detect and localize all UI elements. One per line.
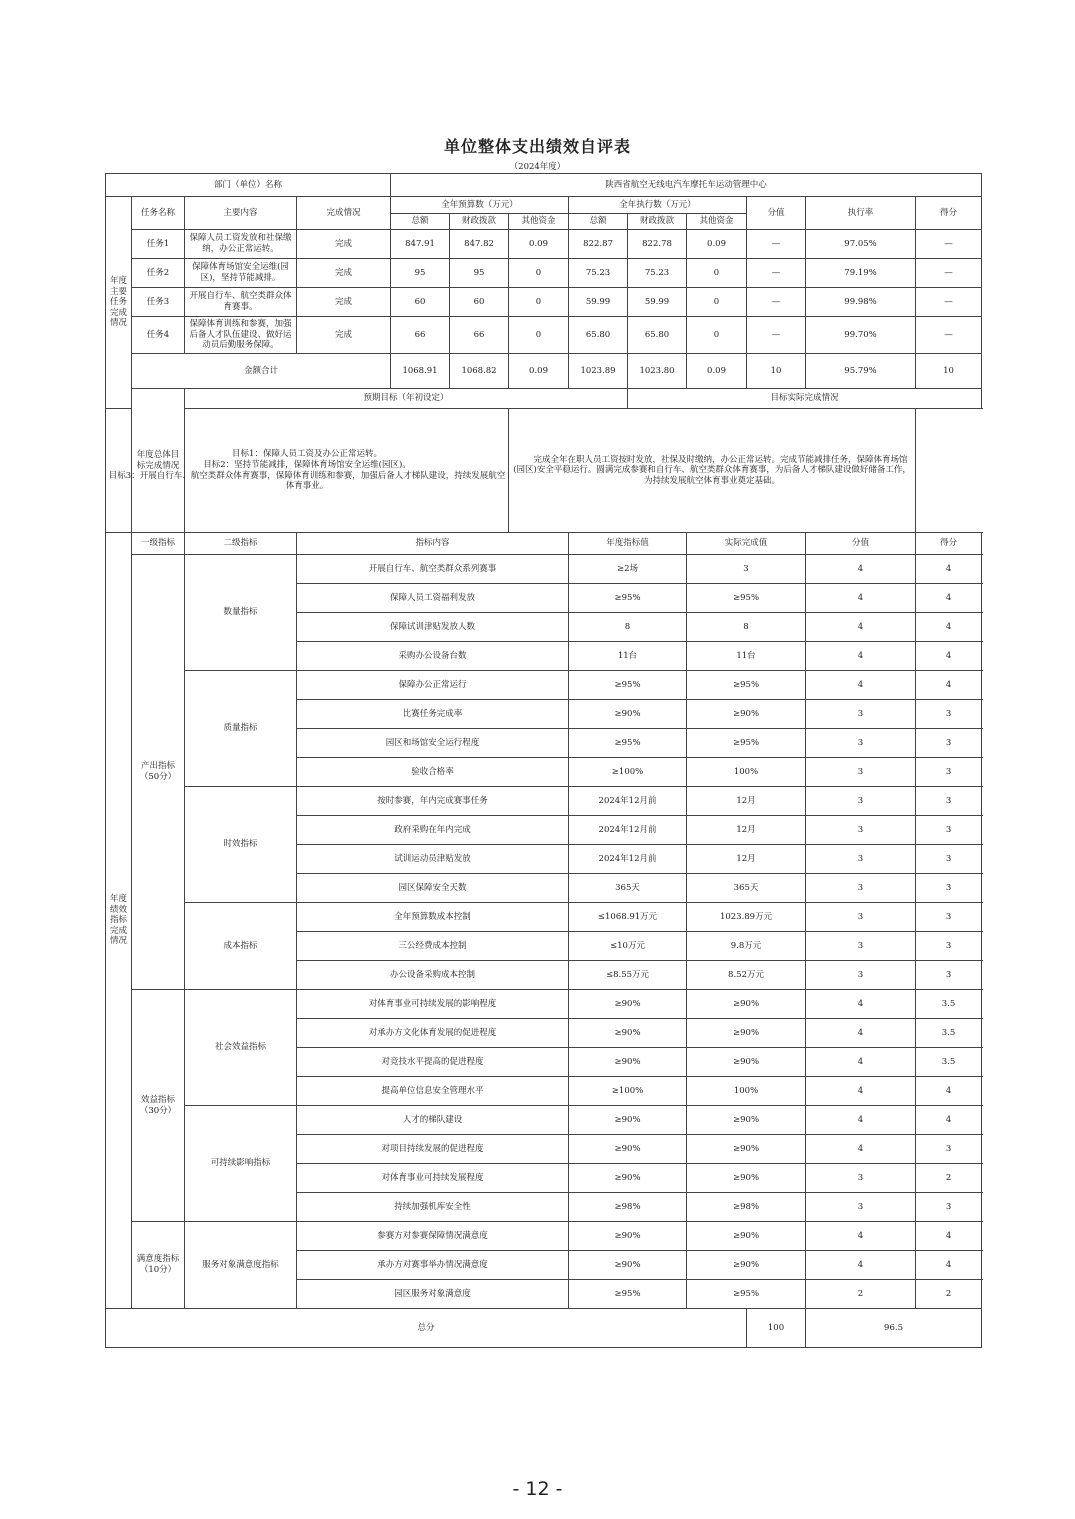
indicator-value: 4 <box>806 990 916 1019</box>
budget-other: 0 <box>509 259 569 288</box>
indicator-score: 3.5 <box>916 1019 982 1048</box>
indicator-level2: 可持续影响指标 <box>185 1106 297 1222</box>
indicator-target: 11台 <box>569 642 687 671</box>
indicator-target: ≤10万元 <box>569 932 687 961</box>
report-year: （2024年度） <box>509 162 566 172</box>
task-total-row <box>106 354 982 389</box>
budget-total-header: 总额 <box>391 214 450 230</box>
task-row <box>106 259 982 288</box>
indicator-score: 3 <box>916 932 982 961</box>
indicator-score: 3 <box>916 1193 982 1222</box>
grand-total-score: 96.5 <box>806 1309 982 1348</box>
goals-expected-label: 预期目标（年初设定） <box>185 389 628 409</box>
task-total-b-total: 1068.91 <box>391 354 450 389</box>
indicator-score: 4 <box>916 1222 982 1251</box>
indicator-actual: 12月 <box>687 787 806 816</box>
indicator-score: 3 <box>916 845 982 874</box>
indicator-content: 对体育事业可持续发展程度 <box>297 1164 569 1193</box>
indicator-actual: ≥95% <box>687 584 806 613</box>
indicator-target: ≥95% <box>569 584 687 613</box>
goal-item: 目标1：保障人员工资及办公正常运转。 <box>232 449 382 460</box>
indicator-actual: ≥90% <box>687 1164 806 1193</box>
indicator-value: 4 <box>806 671 916 700</box>
indicator-header-content: 指标内容 <box>297 533 569 555</box>
goal-item: 目标2：坚持节能减排，保障体育场馆安全运维(园区)。 <box>203 459 411 470</box>
task-total-b-other: 0.09 <box>509 354 569 389</box>
indicator-score: 3 <box>916 787 982 816</box>
exec-other: 0.09 <box>687 230 747 259</box>
indicator-score: 3 <box>916 816 982 845</box>
task-name: 任务4 <box>132 317 185 354</box>
indicator-target: ≤1068.91万元 <box>569 903 687 932</box>
indicator-level1: 产出指标（50分） <box>132 555 185 990</box>
indicator-content: 试训运动员津贴发放 <box>297 845 569 874</box>
task-header-budget: 全年预算数（万元） <box>391 197 569 214</box>
exec-total-header: 总额 <box>569 214 628 230</box>
task-name: 任务3 <box>132 288 185 317</box>
indicator-content: 全年预算数成本控制 <box>297 903 569 932</box>
indicator-value: 4 <box>806 1135 916 1164</box>
dept-value: 陕西省航空无线电汽车摩托车运动管理中心 <box>391 174 982 197</box>
exec-other-header: 其他资金 <box>687 214 747 230</box>
indicator-score: 2 <box>916 1280 982 1309</box>
indicator-score: 4 <box>916 584 982 613</box>
indicator-target: ≥90% <box>569 1106 687 1135</box>
indicator-actual: ≥90% <box>687 1251 806 1280</box>
section-label-tasks: 年度主要任务完成情况 <box>106 197 132 409</box>
indicator-target: ≥100% <box>569 1077 687 1106</box>
indicator-header-level2: 二级指标 <box>185 533 297 555</box>
task-total-e-fiscal: 1023.80 <box>628 354 687 389</box>
indicator-target: ≥90% <box>569 990 687 1019</box>
goals-content-row <box>106 409 982 533</box>
budget-total: 60 <box>391 288 450 317</box>
exec-total: 822.87 <box>569 230 628 259</box>
exec-other: 0 <box>687 317 747 354</box>
exec-total: 59.99 <box>569 288 628 317</box>
indicator-actual: 1023.89万元 <box>687 903 806 932</box>
task-rate: 99.98% <box>806 288 916 317</box>
task-status: 完成 <box>297 317 391 354</box>
indicator-actual: 12月 <box>687 816 806 845</box>
page-number: - 12 - <box>512 1478 563 1500</box>
exec-total: 75.23 <box>569 259 628 288</box>
indicator-header-row <box>106 533 982 555</box>
task-value: — <box>747 230 806 259</box>
indicator-score: 3.5 <box>916 990 982 1019</box>
task-header-exec: 全年执行数（万元） <box>569 197 747 214</box>
section-label-indicators: 年度绩效指标完成情况 <box>106 533 132 1309</box>
goals-actual-label: 目标实际完成情况 <box>628 389 982 409</box>
indicator-level1: 效益指标（30分） <box>132 990 185 1222</box>
indicator-score: 4 <box>916 613 982 642</box>
indicator-content: 采购办公设备台数 <box>297 642 569 671</box>
indicator-value: 3 <box>806 700 916 729</box>
indicator-actual: 12月 <box>687 845 806 874</box>
indicator-score: 3 <box>916 729 982 758</box>
task-score: — <box>916 230 982 259</box>
budget-fiscal: 66 <box>450 317 509 354</box>
indicator-value: 4 <box>806 1222 916 1251</box>
indicator-score: 4 <box>916 1106 982 1135</box>
grand-total-label: 总分 <box>106 1309 747 1348</box>
indicator-level2: 数量指标 <box>185 555 297 671</box>
indicator-content: 保障试训津贴发放人数 <box>297 613 569 642</box>
indicator-content: 保障办公正常运行 <box>297 671 569 700</box>
task-value: — <box>747 288 806 317</box>
section-label-goals: 年度总体目标完成情况 <box>132 389 185 533</box>
task-header-score: 得分 <box>916 197 982 230</box>
task-name: 任务1 <box>132 230 185 259</box>
indicator-target: 365天 <box>569 874 687 903</box>
indicator-value: 3 <box>806 932 916 961</box>
exec-fiscal-header: 财政拨款 <box>628 214 687 230</box>
indicator-score: 3 <box>916 758 982 787</box>
indicator-value: 4 <box>806 1077 916 1106</box>
indicator-value: 3 <box>806 961 916 990</box>
task-rate: 79.19% <box>806 259 916 288</box>
task-header-name: 任务名称 <box>132 197 185 230</box>
exec-fiscal: 822.78 <box>628 230 687 259</box>
indicator-content: 三公经费成本控制 <box>297 932 569 961</box>
task-total-rate: 95.79% <box>806 354 916 389</box>
indicator-level1: 满意度指标（10分） <box>132 1222 185 1309</box>
budget-fiscal: 60 <box>450 288 509 317</box>
exec-fiscal: 75.23 <box>628 259 687 288</box>
indicator-row <box>106 555 982 584</box>
indicator-actual: 100% <box>687 758 806 787</box>
indicator-target: ≥90% <box>569 1135 687 1164</box>
indicator-actual: ≥90% <box>687 990 806 1019</box>
indicator-actual: ≥95% <box>687 671 806 700</box>
performance-table <box>105 173 982 1348</box>
indicator-score: 3 <box>916 903 982 932</box>
indicator-value: 4 <box>806 1019 916 1048</box>
indicator-value: 3 <box>806 729 916 758</box>
grand-total-row <box>106 1309 982 1348</box>
indicator-level2: 成本指标 <box>185 903 297 990</box>
goals-expected <box>106 409 509 533</box>
indicator-score: 4 <box>916 555 982 584</box>
indicator-actual: ≥95% <box>687 729 806 758</box>
indicator-value: 4 <box>806 613 916 642</box>
task-header-value: 分值 <box>747 197 806 230</box>
indicator-score: 4 <box>916 1077 982 1106</box>
indicator-value: 3 <box>806 1193 916 1222</box>
task-total-e-total: 1023.89 <box>569 354 628 389</box>
task-rate: 99.70% <box>806 317 916 354</box>
indicator-score: 3.5 <box>916 1048 982 1077</box>
exec-fiscal: 59.99 <box>628 288 687 317</box>
task-total-e-other: 0.09 <box>687 354 747 389</box>
indicator-actual: ≥90% <box>687 1048 806 1077</box>
indicator-content: 开展自行车、航空类群众系列赛事 <box>297 555 569 584</box>
indicator-content: 参赛方对参赛保障情况满意度 <box>297 1222 569 1251</box>
indicator-score: 3 <box>916 1135 982 1164</box>
task-header-content: 主要内容 <box>185 197 297 230</box>
indicator-value: 3 <box>806 816 916 845</box>
goals-header-row <box>106 389 982 409</box>
indicator-score: 2 <box>916 1164 982 1193</box>
task-score: — <box>916 288 982 317</box>
indicator-content: 对竞技水平提高的促进程度 <box>297 1048 569 1077</box>
dept-label: 部门（单位）名称 <box>106 174 391 197</box>
indicator-row <box>106 990 982 1019</box>
indicator-row <box>106 671 982 700</box>
indicator-target: ≥90% <box>569 1251 687 1280</box>
budget-other-header: 其他资金 <box>509 214 569 230</box>
indicator-content: 园区保障安全天数 <box>297 874 569 903</box>
indicator-content: 承办方对赛事举办情况满意度 <box>297 1251 569 1280</box>
indicator-content: 办公设备采购成本控制 <box>297 961 569 990</box>
indicator-value: 4 <box>806 584 916 613</box>
task-total-label: 金额合计 <box>132 354 391 389</box>
indicator-actual: 9.8万元 <box>687 932 806 961</box>
indicator-content: 对承办方文化体育发展的促进程度 <box>297 1019 569 1048</box>
task-status: 完成 <box>297 288 391 317</box>
indicator-header-actual: 实际完成值 <box>687 533 806 555</box>
indicator-actual: 8 <box>687 613 806 642</box>
budget-other: 0.09 <box>509 230 569 259</box>
budget-total: 66 <box>391 317 450 354</box>
indicator-content: 人才的梯队建设 <box>297 1106 569 1135</box>
indicator-target: ≥90% <box>569 1019 687 1048</box>
task-rate: 97.05% <box>806 230 916 259</box>
budget-total: 847.91 <box>391 230 450 259</box>
grand-total-value: 100 <box>747 1309 806 1348</box>
indicator-value: 3 <box>806 903 916 932</box>
indicator-row <box>106 787 982 816</box>
task-header-rate: 执行率 <box>806 197 916 230</box>
indicator-target: ≥95% <box>569 729 687 758</box>
indicator-target: 2024年12月前 <box>569 816 687 845</box>
task-content: 保障体育训练和参赛，加强后备人才队伍建设、做好运动员后勤服务保障。 <box>185 317 297 354</box>
task-total-b-fiscal: 1068.82 <box>450 354 509 389</box>
task-header-status: 完成情况 <box>297 197 391 230</box>
indicator-content: 比赛任务完成率 <box>297 700 569 729</box>
task-status: 完成 <box>297 230 391 259</box>
indicator-actual: ≥90% <box>687 1135 806 1164</box>
indicator-content: 对体育事业可持续发展的影响程度 <box>297 990 569 1019</box>
indicator-level2: 社会效益指标 <box>185 990 297 1106</box>
exec-other: 0 <box>687 288 747 317</box>
task-score: — <box>916 317 982 354</box>
indicator-target: ≤8.55万元 <box>569 961 687 990</box>
indicator-value: 2 <box>806 1280 916 1309</box>
indicator-header-target: 年度指标值 <box>569 533 687 555</box>
indicator-target: ≥90% <box>569 1164 687 1193</box>
indicator-actual: ≥98% <box>687 1193 806 1222</box>
indicator-target: ≥95% <box>569 671 687 700</box>
indicator-score: 4 <box>916 1251 982 1280</box>
indicator-target: 8 <box>569 613 687 642</box>
indicator-content: 持续加强机库安全性 <box>297 1193 569 1222</box>
task-name: 任务2 <box>132 259 185 288</box>
task-value: — <box>747 317 806 354</box>
indicator-actual: 8.52万元 <box>687 961 806 990</box>
indicator-score: 3 <box>916 874 982 903</box>
indicator-header-value: 分值 <box>806 533 916 555</box>
indicator-value: 4 <box>806 642 916 671</box>
goal-item: 目标3：开展自行车、航空类群众体育赛事，保障体育训练和参赛，加强后备人才梯队建设，持续发展航空体育事业。 <box>108 470 506 492</box>
indicator-target: ≥100% <box>569 758 687 787</box>
task-row <box>106 317 982 354</box>
indicator-content: 园区和场馆安全运行程度 <box>297 729 569 758</box>
page-title: 单位整体支出绩效自评表 <box>443 137 631 156</box>
task-content: 开展自行车、航空类群众体育赛事。 <box>185 288 297 317</box>
indicator-row <box>106 1106 982 1135</box>
indicator-level2: 服务对象满意度指标 <box>185 1222 297 1309</box>
indicator-actual: ≥90% <box>687 1222 806 1251</box>
task-total-value: 10 <box>747 354 806 389</box>
task-row <box>106 230 982 259</box>
task-content: 保障人员工资发放和社保缴纳，办公正常运转。 <box>185 230 297 259</box>
indicator-actual: 100% <box>687 1077 806 1106</box>
task-value: — <box>747 259 806 288</box>
indicator-target: ≥95% <box>569 1280 687 1309</box>
exec-other: 0 <box>687 259 747 288</box>
indicator-content: 对项目持续发展的促进程度 <box>297 1135 569 1164</box>
task-total-score: 10 <box>916 354 982 389</box>
indicator-actual: 3 <box>687 555 806 584</box>
task-content: 保障体育场馆安全运维(园区)，坚持节能减排。 <box>185 259 297 288</box>
indicator-level2: 时效指标 <box>185 787 297 903</box>
indicator-score: 4 <box>916 671 982 700</box>
indicator-actual: ≥90% <box>687 1106 806 1135</box>
task-row <box>106 288 982 317</box>
indicator-target: 2024年12月前 <box>569 845 687 874</box>
indicator-target: ≥98% <box>569 1193 687 1222</box>
indicator-value: 4 <box>806 1106 916 1135</box>
indicator-content: 提高单位信息安全管理水平 <box>297 1077 569 1106</box>
task-header-row <box>106 197 982 214</box>
task-score: — <box>916 259 982 288</box>
indicator-target: ≥90% <box>569 700 687 729</box>
indicator-score: 3 <box>916 961 982 990</box>
indicator-actual: ≥90% <box>687 700 806 729</box>
indicator-target: ≥90% <box>569 1048 687 1077</box>
budget-total: 95 <box>391 259 450 288</box>
budget-other: 0 <box>509 317 569 354</box>
indicator-target: ≥90% <box>569 1222 687 1251</box>
indicator-content: 保障人员工资福利发放 <box>297 584 569 613</box>
budget-other: 0 <box>509 288 569 317</box>
indicator-value: 3 <box>806 787 916 816</box>
indicator-value: 3 <box>806 845 916 874</box>
indicator-level2: 质量指标 <box>185 671 297 787</box>
indicator-row <box>106 903 982 932</box>
indicator-row <box>106 1222 982 1251</box>
goals-actual: 完成全年在职人员工资按时发放，社保及时缴纳，办公正常运转。完成节能减排任务，保障体育场馆(园区)安全平稳运行。圆满完成参赛和自行车、航空类群众体育赛事，为后备人才梯队建设做好储备工作，为持续发展航空体育事业奠定基础。 <box>509 409 916 533</box>
indicator-actual: ≥95% <box>687 1280 806 1309</box>
indicator-score: 3 <box>916 700 982 729</box>
indicator-header-score: 得分 <box>916 533 982 555</box>
indicator-target: 2024年12月前 <box>569 787 687 816</box>
indicator-score: 4 <box>916 642 982 671</box>
indicator-actual: ≥90% <box>687 1019 806 1048</box>
indicator-content: 验收合格率 <box>297 758 569 787</box>
budget-fiscal: 847.82 <box>450 230 509 259</box>
indicator-header-level1: 一级指标 <box>132 533 185 555</box>
indicator-value: 4 <box>806 555 916 584</box>
task-status: 完成 <box>297 259 391 288</box>
indicator-value: 4 <box>806 1251 916 1280</box>
indicator-content: 政府采购在年内完成 <box>297 816 569 845</box>
indicator-value: 4 <box>806 1048 916 1077</box>
indicator-content: 按时参赛，年内完成赛事任务 <box>297 787 569 816</box>
indicator-actual: 11台 <box>687 642 806 671</box>
budget-fiscal: 95 <box>450 259 509 288</box>
exec-total: 65.80 <box>569 317 628 354</box>
budget-fiscal-header: 财政拨款 <box>450 214 509 230</box>
indicator-content: 园区服务对象满意度 <box>297 1280 569 1309</box>
indicator-target: ≥2场 <box>569 555 687 584</box>
indicator-value: 3 <box>806 758 916 787</box>
exec-fiscal: 65.80 <box>628 317 687 354</box>
indicator-value: 3 <box>806 1164 916 1193</box>
indicator-actual: 365天 <box>687 874 806 903</box>
dept-row <box>106 174 982 197</box>
indicator-value: 3 <box>806 874 916 903</box>
